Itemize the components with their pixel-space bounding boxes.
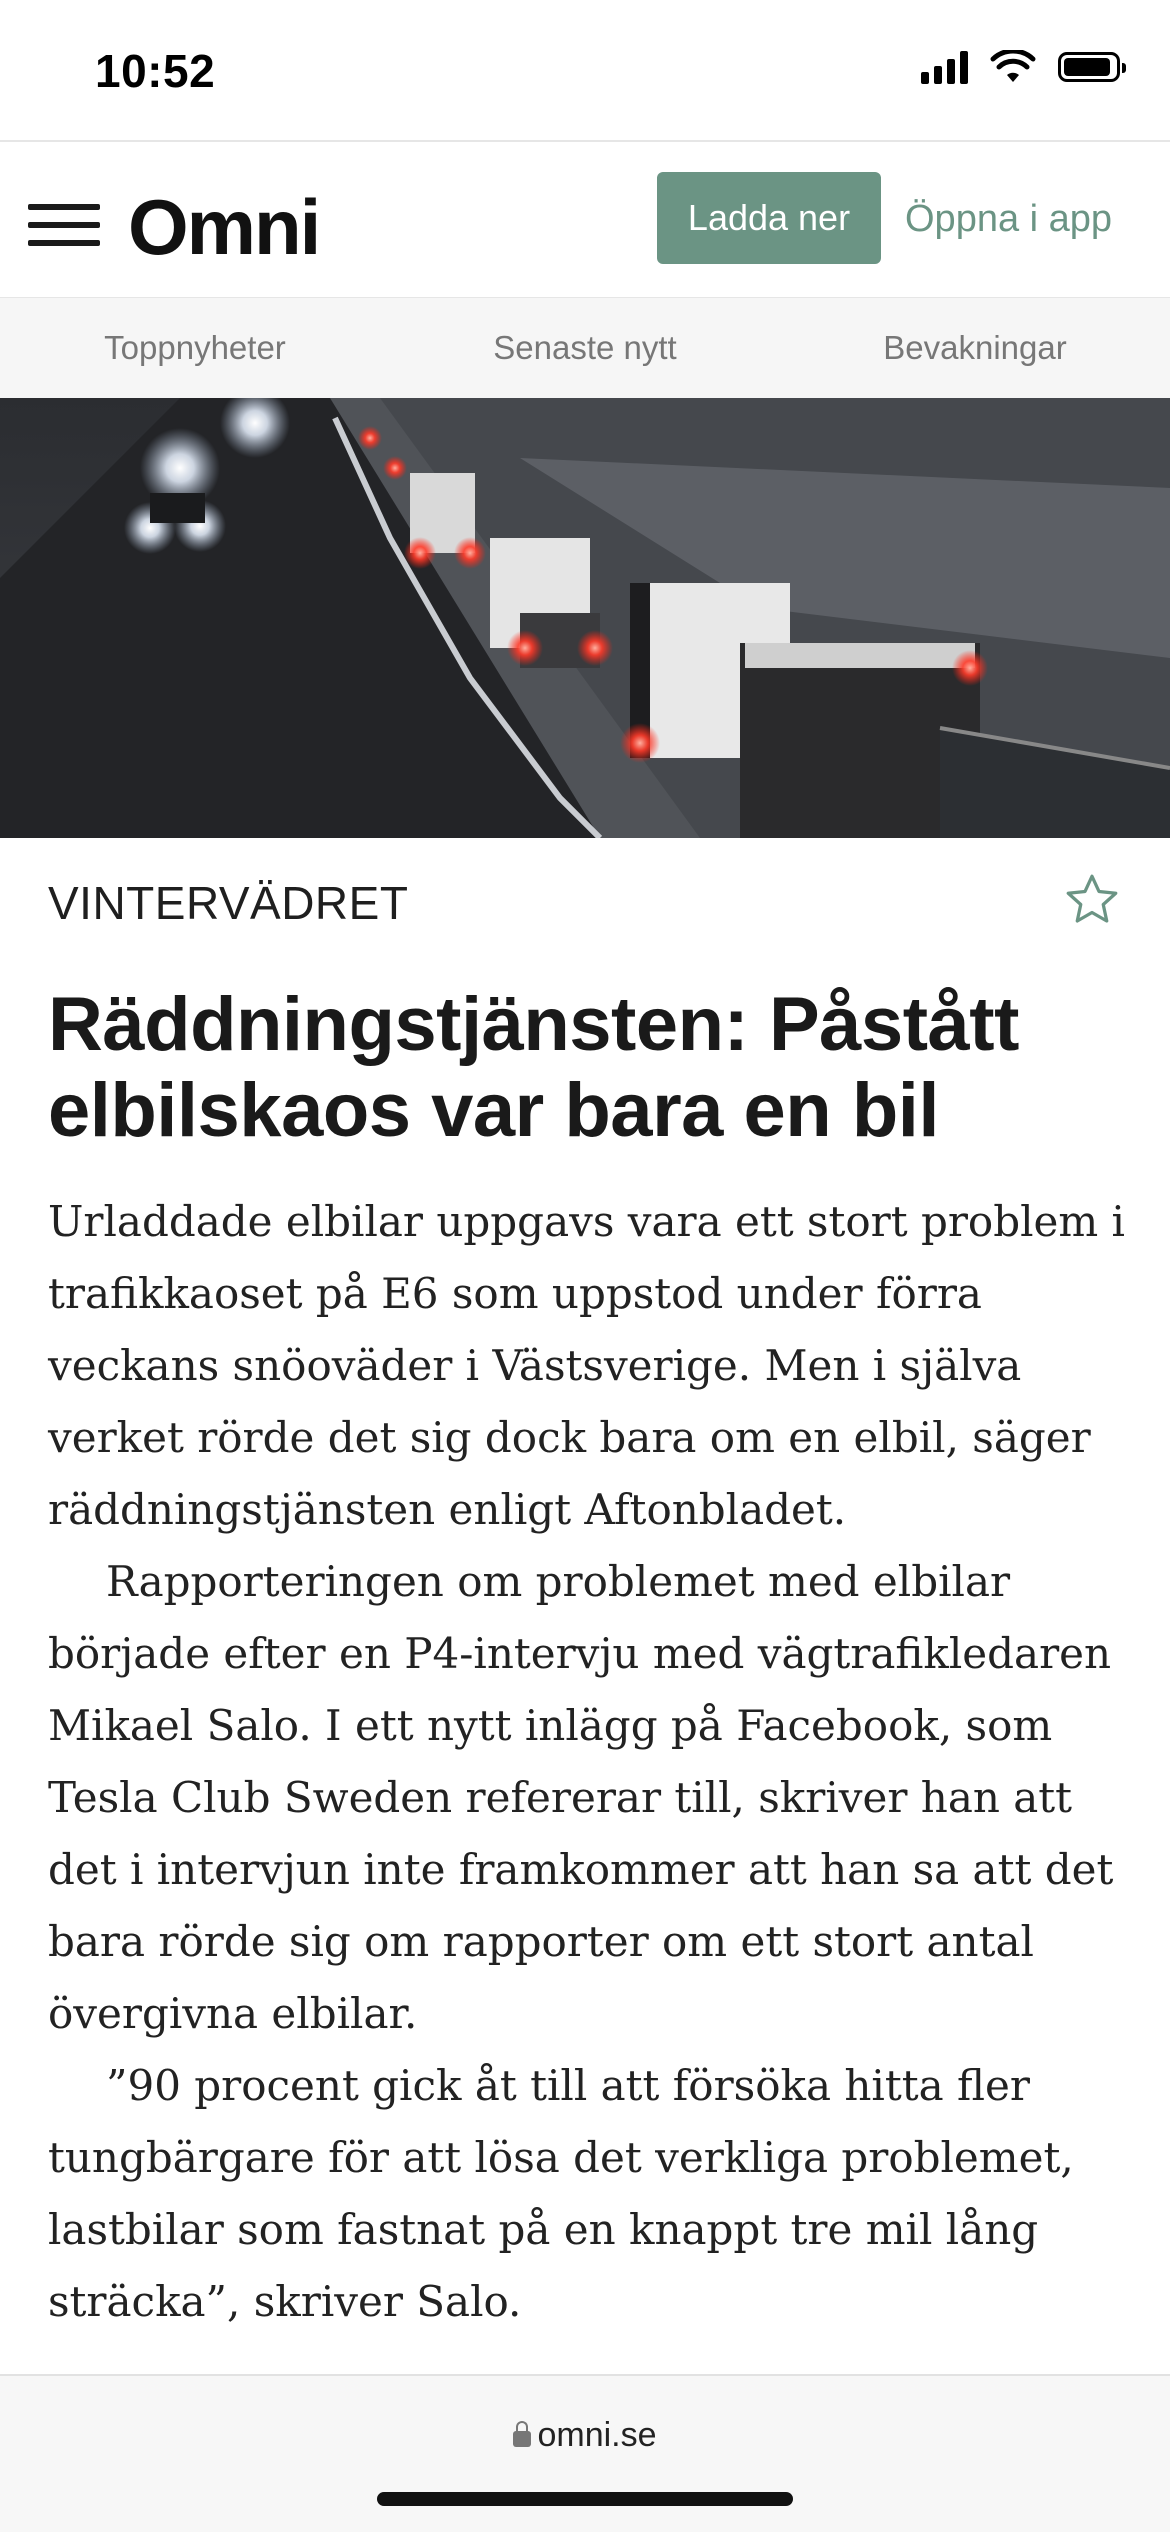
site-header	[0, 140, 1170, 298]
article-paragraph: ”90 procent gick åt till att försöka hitta fler tungbärgare för att lösa det verkliga problemet, lastbilar som fastnat på en knappt tre mil lång sträcka”, skriver Salo.	[48, 2061, 1074, 2326]
wifi-icon	[990, 50, 1036, 84]
star-icon[interactable]	[1062, 870, 1122, 930]
article-paragraph: Rapporteringen om problemet med elbilar började efter en P4-intervju med vägtrafikledaren Mikael Salo. I ett nytt inlägg på Facebook, som Tesla Club Sweden refererar till, skriver han att det i intervjun inte framkommer att han sa att det bara rörde sig om rapporter om ett stort antal övergivna elbilar.	[48, 1557, 1114, 2038]
status-time: 10:52	[95, 45, 216, 97]
hamburger-icon[interactable]	[28, 204, 100, 250]
article-paragraph: Urladdade elbilar uppgavs vara ett stort problem i trafikkaoset på E6 som uppstod under förra veckans snöoväder i Västsverige. Men i själva verket rörde det sig dock bara om en elbil, säger räddningstjänsten enligt Aftonbladet.	[48, 1197, 1125, 1534]
download-button[interactable]: Ladda ner	[657, 172, 881, 264]
tab-toppnyheter[interactable]: Toppnyheter	[104, 329, 286, 366]
home-indicator[interactable]	[377, 2492, 793, 2506]
article-body	[48, 1186, 1128, 2338]
article-headline: Räddningstjänsten: Påstått elbilskaos var bara en bil	[48, 982, 1019, 1153]
article-category[interactable]: VINTERVÄDRET	[48, 877, 409, 929]
open-in-app-link[interactable]: Öppna i app	[905, 198, 1113, 240]
cellular-signal-icon	[921, 50, 968, 84]
lock-icon	[513, 2431, 531, 2447]
omni-logo[interactable]: Omni	[128, 183, 320, 271]
browser-url-bar[interactable]	[0, 2374, 1170, 2532]
section-tabs	[0, 298, 1170, 398]
url-text: omni.se	[537, 2416, 657, 2454]
tab-bevakningar[interactable]: Bevakningar	[883, 329, 1067, 366]
url-display[interactable]	[0, 2416, 1170, 2455]
tab-senaste-nytt[interactable]: Senaste nytt	[493, 329, 677, 366]
battery-icon	[1058, 52, 1120, 82]
status-bar	[0, 0, 1170, 140]
status-icons	[921, 50, 1120, 84]
article-hero-image[interactable]	[0, 398, 1170, 838]
